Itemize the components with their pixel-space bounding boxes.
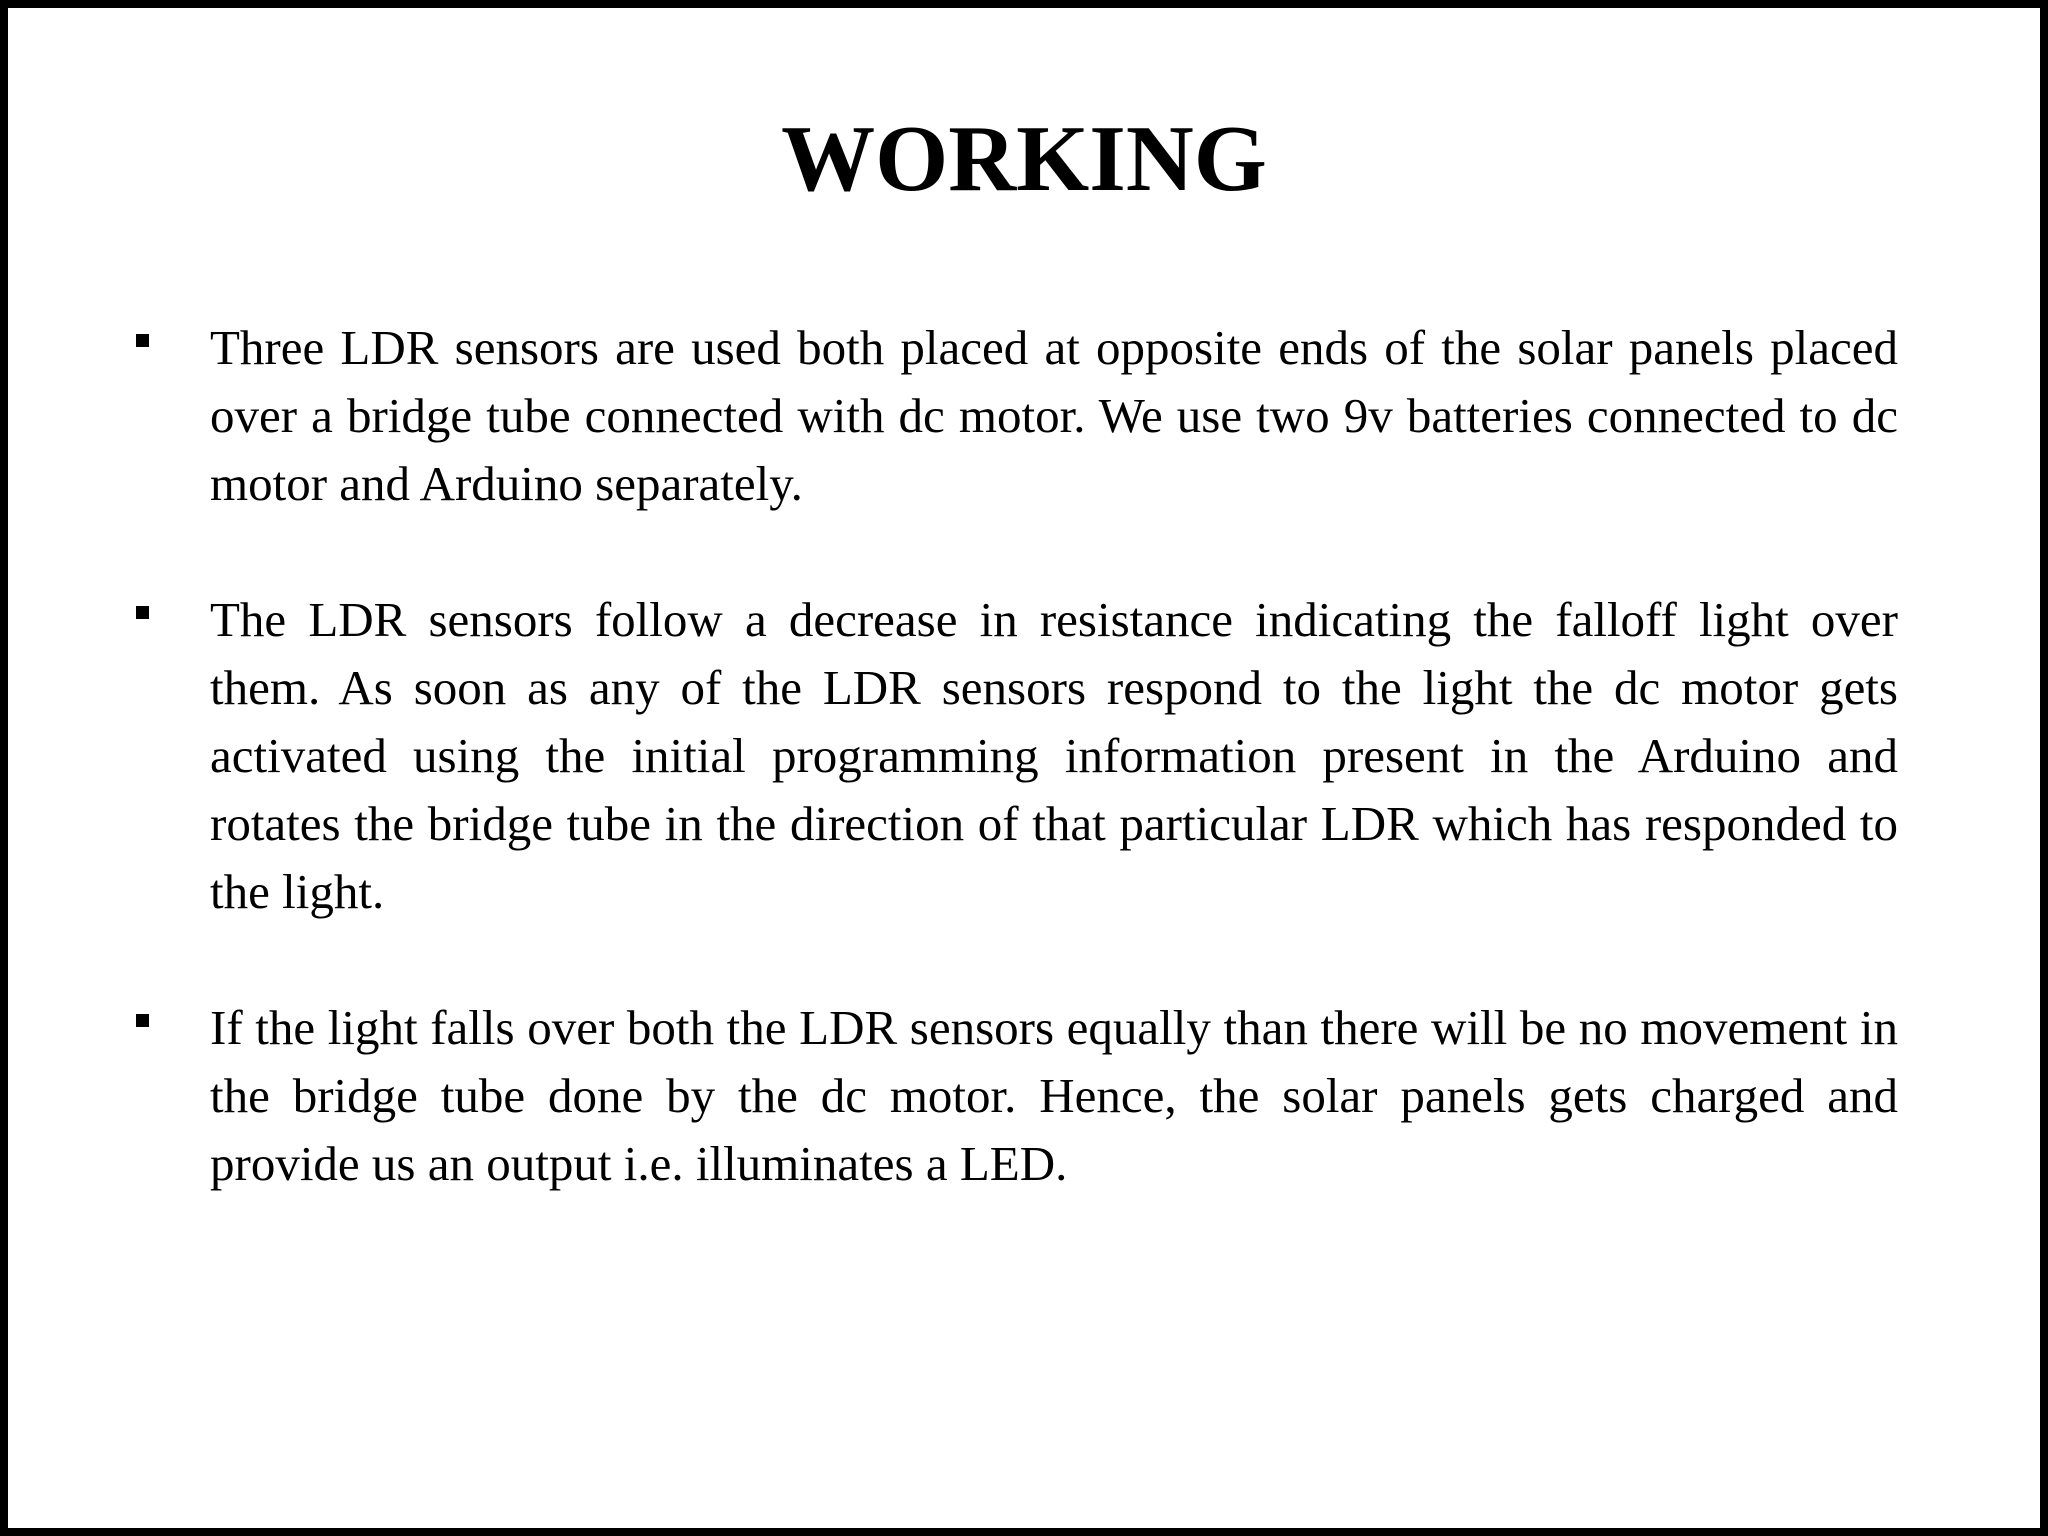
bullet-text: Three LDR sensors are used both placed at opposite ends of the solar panels placed over a bridge tube connected with dc motor. We use two 9v batteries connected to dc motor and Arduino separately. <box>210 320 1898 511</box>
bullet-list <box>128 314 1898 1198</box>
bullet-item <box>128 994 1898 1198</box>
square-bullet-icon <box>136 1014 149 1027</box>
slide-title: WORKING <box>781 107 1267 211</box>
bullet-text: If the light falls over both the LDR sensors equally than there will be no movement in the bridge tube done by the dc motor. Hence, the solar panels gets charged and provide us an output i.e. illuminates a LED. <box>210 1000 1898 1191</box>
bullet-item <box>128 314 1898 518</box>
square-bullet-icon <box>136 334 149 347</box>
bullet-item <box>128 586 1898 926</box>
square-bullet-icon <box>136 606 149 619</box>
bullet-text: The LDR sensors follow a decrease in resistance indicating the falloff light over them. As soon as any of the LDR sensors respond to the light the dc motor gets activated using the initial programming information present in the Arduino and rotates the bridge tube in the direction of that particular LDR which has responded to the light. <box>210 592 1898 919</box>
